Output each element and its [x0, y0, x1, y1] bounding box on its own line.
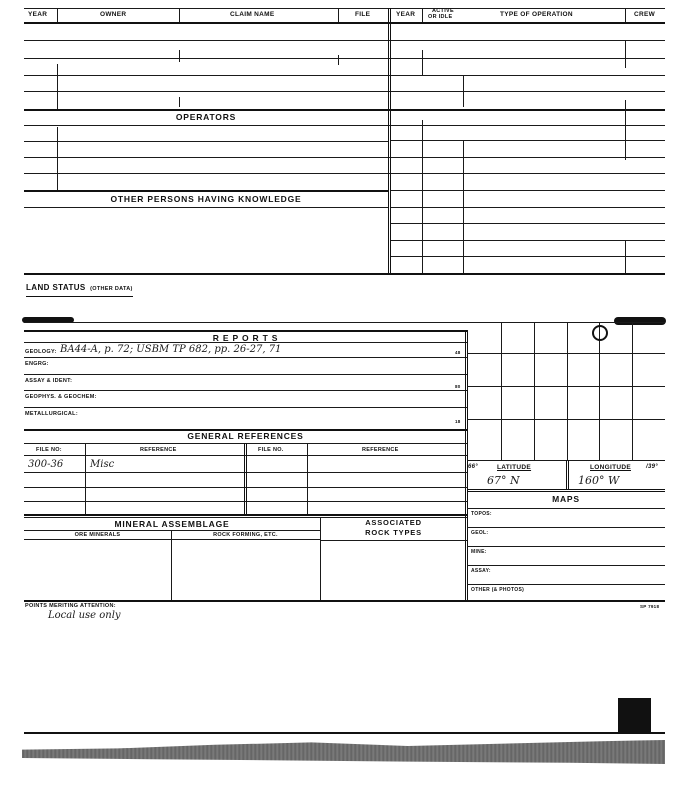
header-claim-name: CLAIM NAME: [230, 11, 275, 18]
scan-black-square: [618, 698, 651, 732]
maps-topos: TOPOS:: [471, 511, 492, 517]
header-year: YEAR: [28, 11, 48, 18]
geology-label: GEOLOGY:: [25, 349, 57, 355]
maps-title: MAPS: [552, 494, 580, 504]
gr-header-file-no-2: FILE NO.: [258, 447, 284, 453]
maps-geol: GEOL:: [471, 530, 489, 536]
land-status-title: LAND STATUS: [26, 283, 86, 292]
ore-minerals-header: ORE MINERALS: [74, 532, 121, 538]
points-meriting-attention-value[interactable]: Local use only: [48, 610, 121, 621]
other-persons-header: OTHER PERSONS HAVING KNOWLEDGE: [110, 194, 302, 204]
gr-header-file-no-1: FILE NO:: [36, 447, 62, 453]
geology-value[interactable]: BA44-A, p. 72; USBM TP 682, pp. 26-27, 71: [60, 344, 282, 355]
land-status-subtitle: (OTHER DATA): [90, 286, 133, 292]
engrg-label: ENGRG:: [25, 361, 49, 367]
gr-row-1-reference[interactable]: Misc: [90, 459, 115, 470]
gr-row-1-file-no[interactable]: 300-36: [28, 459, 64, 470]
maps-mine: MINE:: [471, 549, 487, 555]
mineral-assemblage-title: MINERAL ASSEMBLAGE: [114, 519, 230, 529]
metallurgical-label: METALLURGICAL:: [25, 411, 78, 417]
header-owner: OWNER: [100, 11, 127, 18]
gr-header-reference-1: REFERENCE: [140, 447, 177, 453]
lat-prefix: 66°: [468, 464, 478, 470]
latitude-value[interactable]: 67° N: [487, 474, 520, 487]
assay-ident-label: ASSAY & IDENT:: [25, 378, 73, 384]
land-status-label: [26, 277, 133, 297]
geology-code: 48: [455, 350, 461, 355]
grid-mark-circle: [592, 325, 608, 341]
lon-suffix: /39°: [646, 464, 658, 470]
maps-other-photos: OTHER (& PHOTOS): [471, 587, 525, 593]
header-file: FILE: [355, 11, 371, 18]
scan-noise-band: [22, 740, 665, 764]
rock-forming-header: ROCK FORMING, ETC.: [213, 532, 278, 538]
geophys-geochem-label: GEOPHYS. & GEOCHEM:: [25, 394, 97, 400]
header-or-idle: OR IDLE: [428, 14, 453, 20]
gr-header-reference-2: REFERENCE: [362, 447, 399, 453]
form-code: SP 7918: [640, 604, 660, 609]
header-active: ACTIVE: [432, 8, 454, 14]
latitude-label: LATITUDE: [497, 464, 532, 471]
rock-types-header: ROCK TYPES: [365, 528, 422, 537]
header-year-2: YEAR: [396, 11, 416, 18]
maps-assay: ASSAY:: [471, 568, 491, 574]
assay-ident-code: 80: [455, 384, 461, 389]
longitude-label: LONGITUDE: [590, 464, 631, 471]
reports-title: R E P O R T S: [212, 333, 279, 343]
header-type-of-operation: TYPE OF OPERATION: [500, 11, 573, 18]
metallurgical-code: 18: [455, 419, 461, 424]
ink-smudge-right: [614, 317, 666, 325]
points-meriting-attention-label: POINTS MERITING ATTENTION:: [25, 603, 116, 609]
general-references-title: GENERAL REFERENCES: [187, 431, 304, 441]
associated-header: ASSOCIATED: [365, 518, 422, 527]
longitude-value[interactable]: 160° W: [578, 474, 620, 487]
operators-header: OPERATORS: [175, 112, 237, 122]
header-crew: CREW: [634, 11, 656, 18]
